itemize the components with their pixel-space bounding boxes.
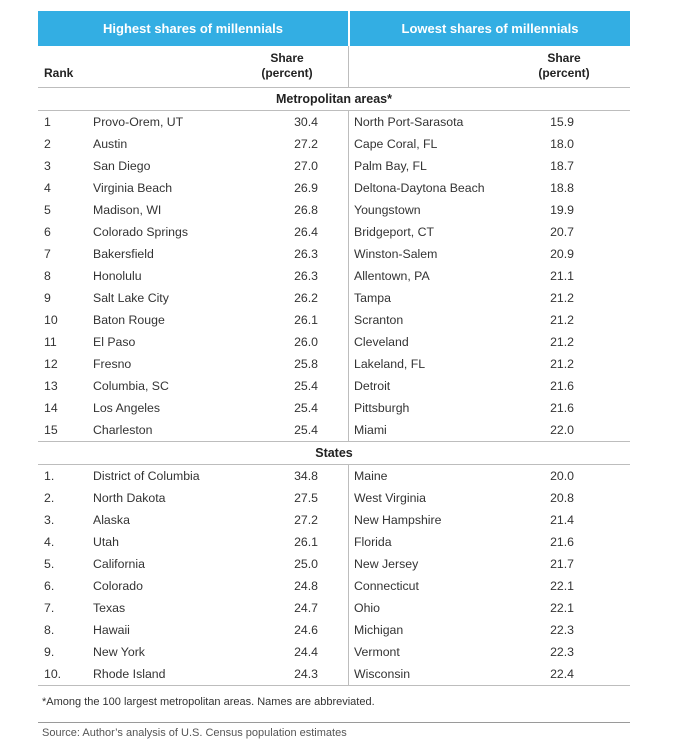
- lowest-name-cell: West Virginia: [354, 491, 426, 505]
- lowest-name-cell: Maine: [354, 469, 388, 483]
- highest-name-cell: North Dakota: [93, 491, 166, 505]
- lowest-share-cell: 22.3: [550, 645, 574, 659]
- lowest-name-cell: Vermont: [354, 645, 400, 659]
- column-divider: [348, 287, 349, 309]
- lowest-name-cell: Scranton: [354, 313, 404, 327]
- lowest-share-cell: 21.7: [550, 557, 574, 571]
- lowest-name-cell: Winston-Salem: [354, 247, 438, 261]
- table-row: [38, 331, 630, 353]
- rank-cell: 10.: [44, 667, 62, 681]
- rank-cell: 9.: [44, 645, 55, 659]
- column-divider: [348, 419, 349, 441]
- rank-cell: 5: [44, 203, 51, 217]
- column-divider: [348, 133, 349, 155]
- lowest-share-cell: 18.7: [550, 159, 574, 173]
- column-divider: [348, 487, 349, 509]
- highest-share-cell: 26.0: [294, 335, 318, 349]
- highest-name-cell: Provo-Orem, UT: [93, 115, 184, 129]
- lowest-share-cell: 21.1: [550, 269, 574, 283]
- table-row: [38, 531, 630, 553]
- table-row: [38, 509, 630, 531]
- highest-name-cell: Utah: [93, 535, 119, 549]
- lowest-share-cell: 18.8: [550, 181, 574, 195]
- column-divider: [348, 619, 349, 641]
- column-header-row: [38, 46, 630, 88]
- highest-share-cell: 26.1: [294, 535, 318, 549]
- rank-cell: 11: [44, 335, 57, 349]
- table-row: [38, 597, 630, 619]
- table-row: [38, 177, 630, 199]
- lowest-share-cell: 21.6: [550, 401, 574, 415]
- lowest-name-cell: Tampa: [354, 291, 391, 305]
- table-row: [38, 397, 630, 419]
- highest-name-cell: Alaska: [93, 513, 130, 527]
- column-divider: [348, 199, 349, 221]
- rank-cell: 9: [44, 291, 51, 305]
- metro-section-title: Metropolitan areas*: [38, 88, 630, 111]
- rank-cell: 1.: [44, 469, 55, 483]
- highest-shares-heading: Highest shares of millennials: [38, 11, 348, 46]
- highest-name-cell: Fresno: [93, 357, 132, 371]
- highest-name-cell: Honolulu: [93, 269, 142, 283]
- highest-name-cell: Baton Rouge: [93, 313, 165, 327]
- table-row: [38, 575, 630, 597]
- share-header-label: Share: [270, 51, 304, 65]
- highest-share-cell: 24.6: [294, 623, 318, 637]
- highest-share-cell: 27.2: [294, 137, 318, 151]
- rank-cell: 12: [44, 357, 58, 371]
- table-top-header: [38, 11, 630, 46]
- footnote: *Among the 100 largest metropolitan areas. Names are abbreviated.: [42, 696, 375, 708]
- lowest-name-cell: Detroit: [354, 379, 391, 393]
- column-divider: [348, 353, 349, 375]
- highest-share-cell: 24.3: [294, 667, 318, 681]
- highest-share-cell: 25.4: [294, 401, 318, 415]
- column-divider: [348, 111, 349, 133]
- table-row: [38, 375, 630, 397]
- lowest-name-cell: Youngstown: [354, 203, 421, 217]
- table-row: [38, 111, 630, 133]
- rank-cell: 4.: [44, 535, 55, 549]
- lowest-name-cell: Cape Coral, FL: [354, 137, 438, 151]
- share-header-unit: (percent): [261, 66, 313, 80]
- table-row: [38, 553, 630, 575]
- highest-share-cell: 24.8: [294, 579, 318, 593]
- highest-share-cell: 26.9: [294, 181, 318, 195]
- highest-share-cell: 25.0: [294, 557, 318, 571]
- share-header-label: Share: [547, 51, 581, 65]
- rank-cell: 5.: [44, 557, 55, 571]
- lowest-share-cell: 15.9: [550, 115, 574, 129]
- table-row: [38, 465, 630, 487]
- rank-cell: 6.: [44, 579, 55, 593]
- rank-cell: 7: [44, 247, 51, 261]
- rank-cell: 2: [44, 137, 51, 151]
- rank-cell: 4: [44, 181, 51, 195]
- column-divider: [348, 309, 349, 331]
- table-row: [38, 663, 630, 685]
- table-row: [38, 287, 630, 309]
- table-row: [38, 641, 630, 663]
- highest-name-cell: Salt Lake City: [93, 291, 169, 305]
- lowest-share-cell: 22.1: [550, 579, 574, 593]
- lowest-share-cell: 22.1: [550, 601, 574, 615]
- rank-column-header: Rank: [44, 66, 74, 80]
- column-divider: [348, 331, 349, 353]
- highest-share-cell: 26.3: [294, 269, 318, 283]
- column-divider: [348, 531, 349, 553]
- table-row: [38, 309, 630, 331]
- lowest-share-cell: 22.3: [550, 623, 574, 637]
- lowest-share-cell: 21.2: [550, 313, 574, 327]
- column-divider: [348, 553, 349, 575]
- highest-name-cell: New York: [93, 645, 145, 659]
- rank-cell: 14: [44, 401, 58, 415]
- lowest-name-cell: Bridgeport, CT: [354, 225, 434, 239]
- column-divider: [348, 663, 349, 685]
- rank-cell: 8.: [44, 623, 55, 637]
- highest-name-cell: Charleston: [93, 423, 153, 437]
- highest-name-cell: Bakersfield: [93, 247, 154, 261]
- table-row: [38, 487, 630, 509]
- highest-name-cell: Madison, WI: [93, 203, 162, 217]
- lowest-name-cell: Palm Bay, FL: [354, 159, 427, 173]
- column-divider: [348, 155, 349, 177]
- lowest-name-cell: New Jersey: [354, 557, 419, 571]
- table-row: [38, 133, 630, 155]
- highest-share-cell: 27.5: [294, 491, 318, 505]
- lowest-name-cell: Michigan: [354, 623, 404, 637]
- lowest-share-cell: 20.9: [550, 247, 574, 261]
- state-rows: [38, 465, 630, 686]
- highest-share-cell: 30.4: [294, 115, 318, 129]
- highest-share-cell: 25.8: [294, 357, 318, 371]
- lowest-name-cell: North Port-Sarasota: [354, 115, 464, 129]
- lowest-share-cell: 21.2: [550, 335, 574, 349]
- metro-rows: [38, 111, 630, 442]
- rank-cell: 10: [44, 313, 58, 327]
- rank-cell: 8: [44, 269, 51, 283]
- highest-name-cell: District of Columbia: [93, 469, 200, 483]
- lowest-name-cell: Lakeland, FL: [354, 357, 426, 371]
- highest-share-cell: 24.4: [294, 645, 318, 659]
- lowest-share-cell: 21.2: [550, 291, 574, 305]
- source-note: Source: Author’s analysis of U.S. Census population estimates: [42, 727, 347, 739]
- millennials-table: [38, 11, 630, 739]
- rank-cell: 1: [44, 115, 51, 129]
- highest-share-cell: 26.2: [294, 291, 318, 305]
- lowest-name-cell: Deltona-Daytona Beach: [354, 181, 485, 195]
- highest-name-cell: Hawaii: [93, 623, 130, 637]
- rank-cell: 2.: [44, 491, 55, 505]
- lowest-share-cell: 21.2: [550, 357, 574, 371]
- lowest-share-cell: 21.4: [550, 513, 574, 527]
- lowest-share-cell: 21.6: [550, 379, 574, 393]
- rank-cell: 7.: [44, 601, 55, 615]
- highest-share-cell: 26.4: [294, 225, 318, 239]
- column-divider: [348, 46, 349, 87]
- rank-cell: 6: [44, 225, 51, 239]
- highest-share-cell: 25.4: [294, 423, 318, 437]
- lowest-name-cell: Allentown, PA: [354, 269, 430, 283]
- highest-name-cell: Texas: [93, 601, 126, 615]
- column-divider: [348, 465, 349, 487]
- column-divider: [348, 265, 349, 287]
- table-row: [38, 221, 630, 243]
- lowest-name-cell: Wisconsin: [354, 667, 411, 681]
- column-divider: [348, 221, 349, 243]
- highest-share-cell: 25.4: [294, 379, 318, 393]
- lowest-name-cell: Connecticut: [354, 579, 419, 593]
- highest-name-cell: Virginia Beach: [93, 181, 173, 195]
- table-row: [38, 353, 630, 375]
- highest-name-cell: San Diego: [93, 159, 151, 173]
- lowest-name-cell: Pittsburgh: [354, 401, 410, 415]
- share-column-header-right: [529, 51, 599, 81]
- highest-name-cell: California: [93, 557, 145, 571]
- share-column-header-left: [252, 51, 322, 81]
- column-divider: [348, 509, 349, 531]
- column-divider: [348, 177, 349, 199]
- source-divider: [38, 722, 630, 723]
- highest-name-cell: Rhode Island: [93, 667, 166, 681]
- highest-name-cell: El Paso: [93, 335, 136, 349]
- lowest-share-cell: 18.0: [550, 137, 574, 151]
- highest-share-cell: 27.0: [294, 159, 318, 173]
- states-section-title: States: [38, 442, 630, 465]
- rank-cell: 15: [44, 423, 58, 437]
- lowest-share-cell: 22.4: [550, 667, 574, 681]
- lowest-share-cell: 22.0: [550, 423, 574, 437]
- rank-cell: 13: [44, 379, 58, 393]
- highest-name-cell: Colorado: [93, 579, 143, 593]
- column-divider: [348, 397, 349, 419]
- highest-share-cell: 26.8: [294, 203, 318, 217]
- lowest-share-cell: 21.6: [550, 535, 574, 549]
- column-divider: [348, 641, 349, 663]
- column-divider: [348, 375, 349, 397]
- highest-name-cell: Columbia, SC: [93, 379, 169, 393]
- highest-share-cell: 24.7: [294, 601, 318, 615]
- column-divider: [348, 243, 349, 265]
- share-header-unit: (percent): [538, 66, 590, 80]
- table-row: [38, 199, 630, 221]
- table-row: [38, 419, 630, 441]
- lowest-name-cell: Cleveland: [354, 335, 409, 349]
- column-divider: [348, 575, 349, 597]
- lowest-share-cell: 19.9: [550, 203, 574, 217]
- lowest-shares-heading: Lowest shares of millennials: [350, 11, 630, 46]
- highest-name-cell: Colorado Springs: [93, 225, 189, 239]
- column-divider: [348, 597, 349, 619]
- table-row: [38, 155, 630, 177]
- table-row: [38, 619, 630, 641]
- highest-share-cell: 26.1: [294, 313, 318, 327]
- table-row: [38, 243, 630, 265]
- lowest-name-cell: Miami: [354, 423, 387, 437]
- rank-cell: 3: [44, 159, 51, 173]
- lowest-share-cell: 20.7: [550, 225, 574, 239]
- highest-share-cell: 27.2: [294, 513, 318, 527]
- highest-share-cell: 34.8: [294, 469, 318, 483]
- highest-name-cell: Austin: [93, 137, 128, 151]
- rank-cell: 3.: [44, 513, 55, 527]
- lowest-name-cell: New Hampshire: [354, 513, 442, 527]
- lowest-share-cell: 20.8: [550, 491, 574, 505]
- lowest-share-cell: 20.0: [550, 469, 574, 483]
- highest-share-cell: 26.3: [294, 247, 318, 261]
- highest-name-cell: Los Angeles: [93, 401, 161, 415]
- lowest-name-cell: Ohio: [354, 601, 380, 615]
- lowest-name-cell: Florida: [354, 535, 392, 549]
- table-row: [38, 265, 630, 287]
